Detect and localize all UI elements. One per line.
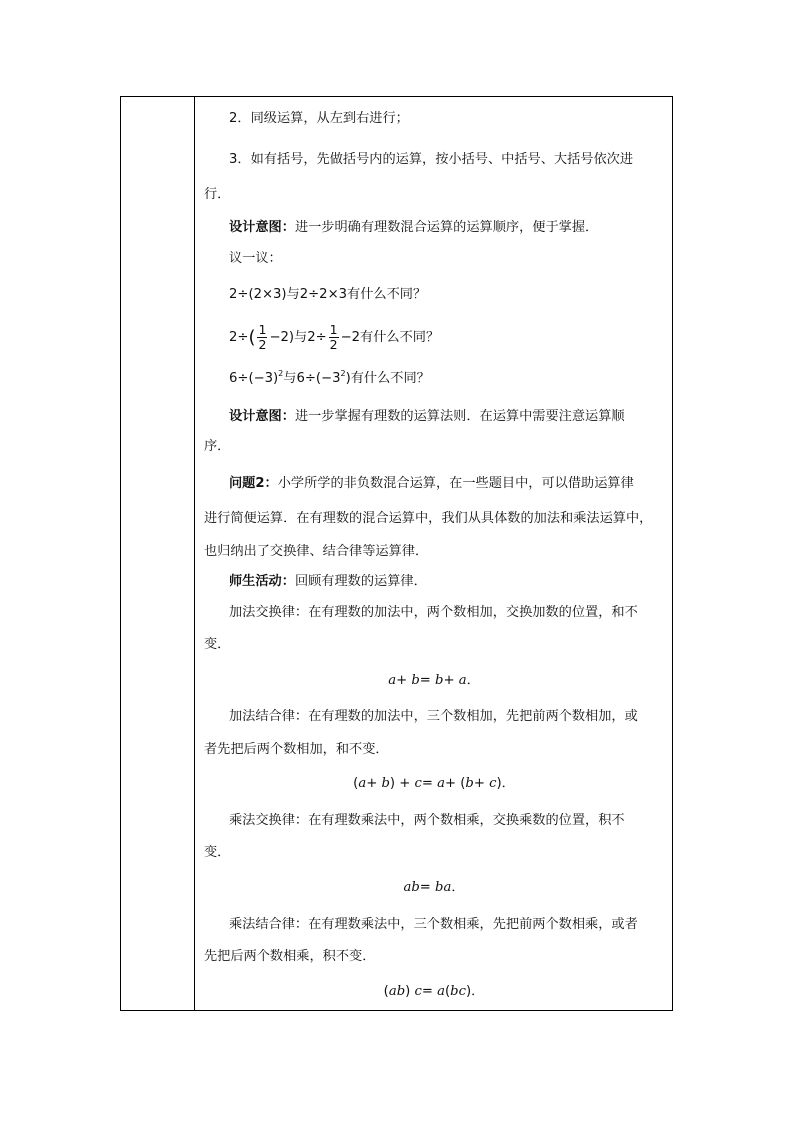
formula-add-commutative: a+ b= b+ a． [388, 673, 480, 688]
table-content-cell [196, 97, 672, 1010]
design-intent-2: 设计意图：进一步掌握有理数的运算法则．在运算中需要注意运算顺 [229, 409, 625, 424]
formula-mul-commutative: ab= ba． [403, 880, 465, 895]
add-commutative-law: 加法交换律：在有理数的加法中，两个数相加，交换加数的位置，和不 [229, 605, 638, 620]
mul-commutative-law: 乘法交换律：在有理数乘法中，两个数相乘，交换乘数的位置，积不 [229, 813, 625, 828]
table-left-column [121, 97, 195, 1010]
question-2-cont-1: 进行简便运算．在有理数的混合运算中，我们从具体数的加法和乘法运算中， [204, 511, 653, 526]
mul-associative-law-cont: 先把后两个数相乘，积不变． [204, 949, 376, 964]
discuss-q3: $6\div(-3)^2$与$6\div(-3^2)$有什么不同？ [229, 369, 430, 386]
fraction-half-1: $\frac{1}{2}$ [258, 321, 267, 352]
formula-mul-associative: (ab) c= a(bc)． [383, 984, 485, 999]
design-intent-1: 设计意图：进一步明确有理数混合运算的运算顺序，便于掌握． [229, 220, 599, 235]
discuss-q1: 2÷(2×3)与2÷2×3有什么不同？ [229, 287, 427, 302]
add-associative-law-cont: 者先把后两个数相加，和不变． [204, 742, 389, 757]
add-associative-law: 加法结合律：在有理数的加法中，三个数相加，先把前两个数相加，或 [229, 709, 638, 724]
add-commutative-law-cont: 变． [204, 637, 231, 652]
formula-add-associative: (a+ b) + c= a+ (b+ c)． [353, 776, 515, 791]
design-intent-2-cont: 序． [204, 439, 231, 454]
rule-2: 2．同级运算，从左到右进行； [229, 111, 409, 126]
question-2: 问题2：小学所学的非负数混合运算，在一些题目中，可以借助运算律 [229, 476, 634, 491]
rule-3: 3．如有括号，先做括号内的运算，按小括号、中括号、大括号依次进 [229, 152, 634, 167]
rule-3-cont: 行． [204, 187, 231, 202]
discuss-q2: 2÷( $\frac{1}{2}$ −2)与2÷ $\frac{1}{2}$ −2有什么不同？ [229, 321, 440, 352]
lesson-table [120, 96, 673, 1011]
mul-commutative-law-cont: 变． [204, 845, 231, 860]
fraction-half-2: $\frac{1}{2}$ [329, 321, 338, 352]
mul-associative-law: 乘法结合律：在有理数乘法中，三个数相乘，先把前两个数相乘，或者 [229, 917, 638, 932]
question-2-cont-2: 也归纳出了交换律、结合律等运算律． [204, 544, 429, 559]
discuss-heading: 议一议： [229, 251, 282, 266]
teacher-student-activity: 师生活动：回顾有理数的运算律． [229, 574, 427, 589]
